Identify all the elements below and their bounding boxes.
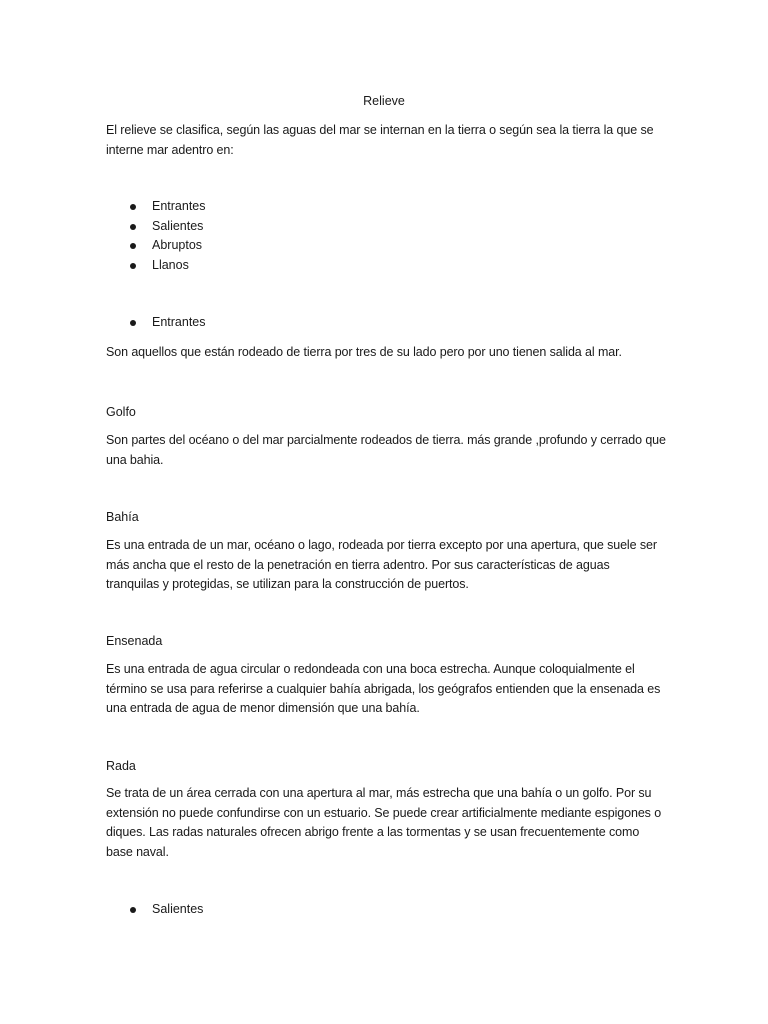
page-title: Relieve — [363, 94, 405, 108]
list-item-label: Entrantes — [152, 199, 206, 213]
list-item — [106, 217, 206, 237]
rada-heading: Rada — [106, 759, 136, 773]
bullet-icon — [130, 263, 136, 269]
golfo-paragraph: Son partes del océano o del mar parcialmente rodeados de tierra. más grande ,profundo y cerrado que una bahia. — [106, 433, 666, 467]
list-item-label: Salientes — [152, 218, 204, 233]
list-item — [106, 197, 206, 217]
bahia-heading: Bahía — [106, 510, 139, 524]
intro-paragraph: El relieve se clasifica, según las aguas del mar se internan en la tierra o según sea la tierra la que se interne mar adentro en: — [106, 123, 654, 157]
salientes-bullet — [106, 900, 203, 920]
bullet-icon — [130, 320, 136, 326]
list-item-label: Llanos — [152, 257, 189, 272]
bullet-icon — [130, 204, 136, 210]
ensenada-heading: Ensenada — [106, 634, 163, 648]
bullet-icon — [130, 243, 136, 249]
list-item — [106, 256, 206, 276]
entrantes-bullet — [106, 313, 206, 333]
rada-paragraph: Se trata de un área cerrada con una apertura al mar, más estrecha que una bahía o un golfo. Por su extensión no puede confundirse con un estuario. Se puede crear artificialmente mediante espigones o diques. Las radas naturales ofrecen abrigo frente a las tormentas y se usan frecuentemente como base naval. — [106, 786, 662, 859]
list-item-label: Entrantes — [152, 315, 206, 329]
list-item — [106, 313, 206, 333]
entrantes-paragraph: Son aquellos que están rodeado de tierra por tres de su lado pero por uno tienen salida al mar. — [106, 345, 622, 359]
bullet-icon — [130, 907, 136, 913]
list-item — [106, 900, 203, 920]
ensenada-paragraph: Es una entrada de agua circular o redondeada con una boca estrecha. Aunque coloquialmente el término se usa para referirse a cualquier bahía abrigada, los geógrafos entienden que la ensenada es una entrada de agua de menor dimensión que una bahía. — [106, 662, 661, 715]
relief-types-list — [106, 197, 206, 275]
list-item-label: Salientes — [152, 902, 204, 916]
list-item — [106, 236, 206, 256]
list-item-label: Abruptos — [152, 238, 203, 252]
bahia-paragraph: Es una entrada de un mar, océano o lago, rodeada por tierra excepto por una apertura, que suele ser más ancha que el resto de la penetración en tierra adentro. Por sus características de aguas tranquilas y protegidas, se utilizan para la construcción de puertos. — [106, 538, 657, 591]
golfo-heading: Golfo — [106, 405, 136, 419]
bullet-icon — [130, 224, 136, 230]
